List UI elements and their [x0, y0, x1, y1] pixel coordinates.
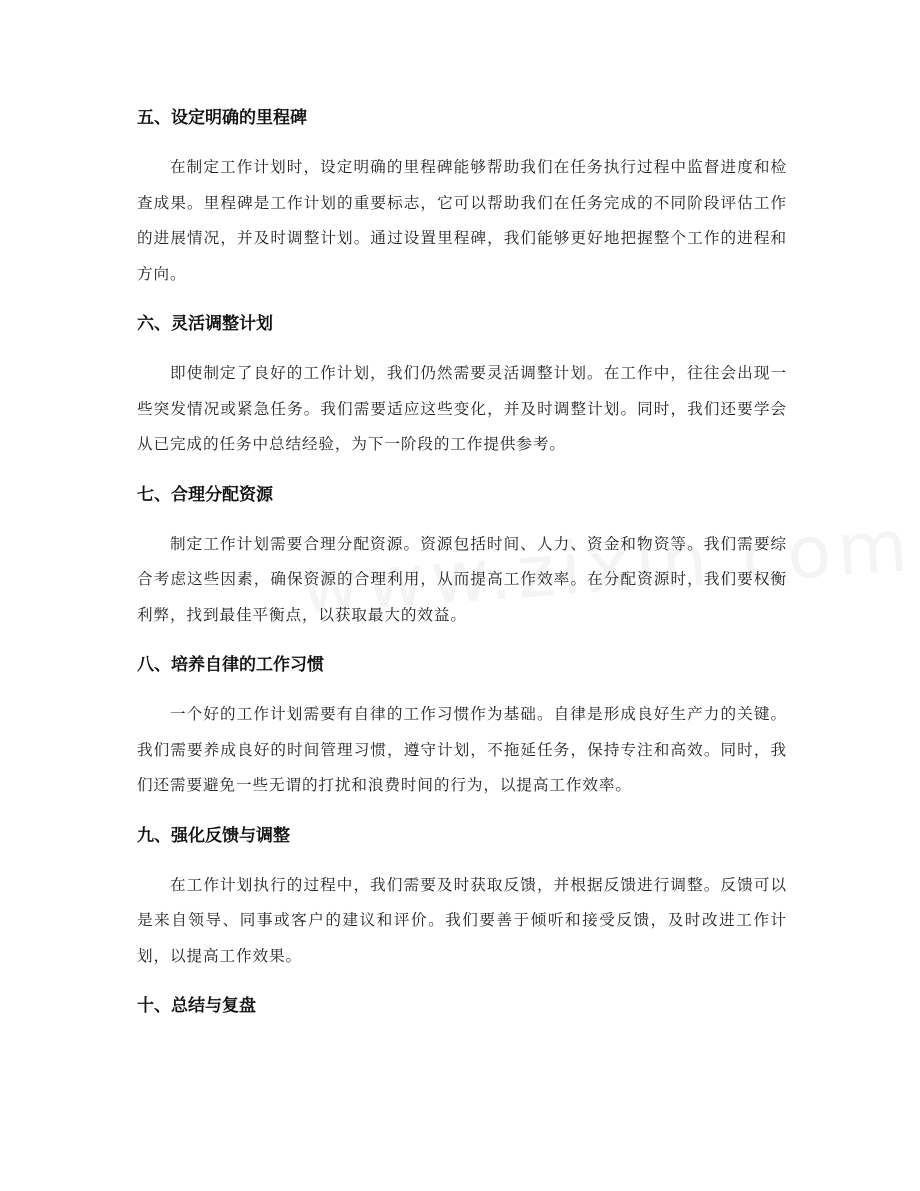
section-heading: 六、灵活调整计划	[137, 314, 273, 334]
section-paragraph: 在制定工作计划时，设定明确的里程碑能够帮助我们在任务执行过程中监督进度和检查成果。里程碑是工作计划的重要标志，它可以帮助我们在任务完成的不同阶段评估工作的进展情况，并及时调整计划。通过设置里程碑，我们能够更好地把握整个工作的进程和方向。	[137, 158, 787, 283]
section-heading: 五、设定明确的里程碑	[137, 108, 307, 128]
section-heading: 八、培养自律的工作习惯	[137, 655, 324, 675]
section-5	[137, 104, 787, 292]
document-body	[137, 104, 787, 1038]
section-6	[137, 310, 787, 463]
section-8	[137, 651, 787, 804]
section-heading: 九、强化反馈与调整	[137, 825, 290, 846]
section-7	[137, 481, 787, 634]
section-paragraph: 一个好的工作计划需要有自律的工作习惯作为基础。自律是形成良好生产力的关键。我们需要养成良好的时间管理习惯，遵守计划，不拖延任务，保持专注和高效。同时，我们还需要避免一些无谓的打扰和浪费时间的行为，以提高工作效率。	[137, 705, 787, 794]
section-9	[137, 822, 787, 975]
section-paragraph: 制定工作计划需要合理分配资源。资源包括时间、人力、资金和物资等。我们需要综合考虑这些因素，确保资源的合理利用，从而提高工作效率。在分配资源时，我们要权衡利弊，找到最佳平衡点，以获取最大的效益。	[137, 534, 787, 624]
section-heading: 十、总结与复盘	[137, 996, 256, 1016]
section-heading: 七、合理分配资源	[137, 484, 273, 505]
section-paragraph: 即使制定了良好的工作计划，我们仍然需要灵活调整计划。在工作中，往往会出现一些突发情况或紧急任务。我们需要适应这些变化，并及时调整计划。同时，我们还要学会从已完成的任务中总结经验，为下一阶段的工作提供参考。	[137, 364, 787, 453]
section-10	[137, 992, 787, 1020]
section-paragraph: 在工作计划执行的过程中，我们需要及时获取反馈，并根据反馈进行调整。反馈可以是来自领导、同事或客户的建议和评价。我们要善于倾听和接受反馈，及时改进工作计划，以提高工作效果。	[137, 875, 787, 965]
